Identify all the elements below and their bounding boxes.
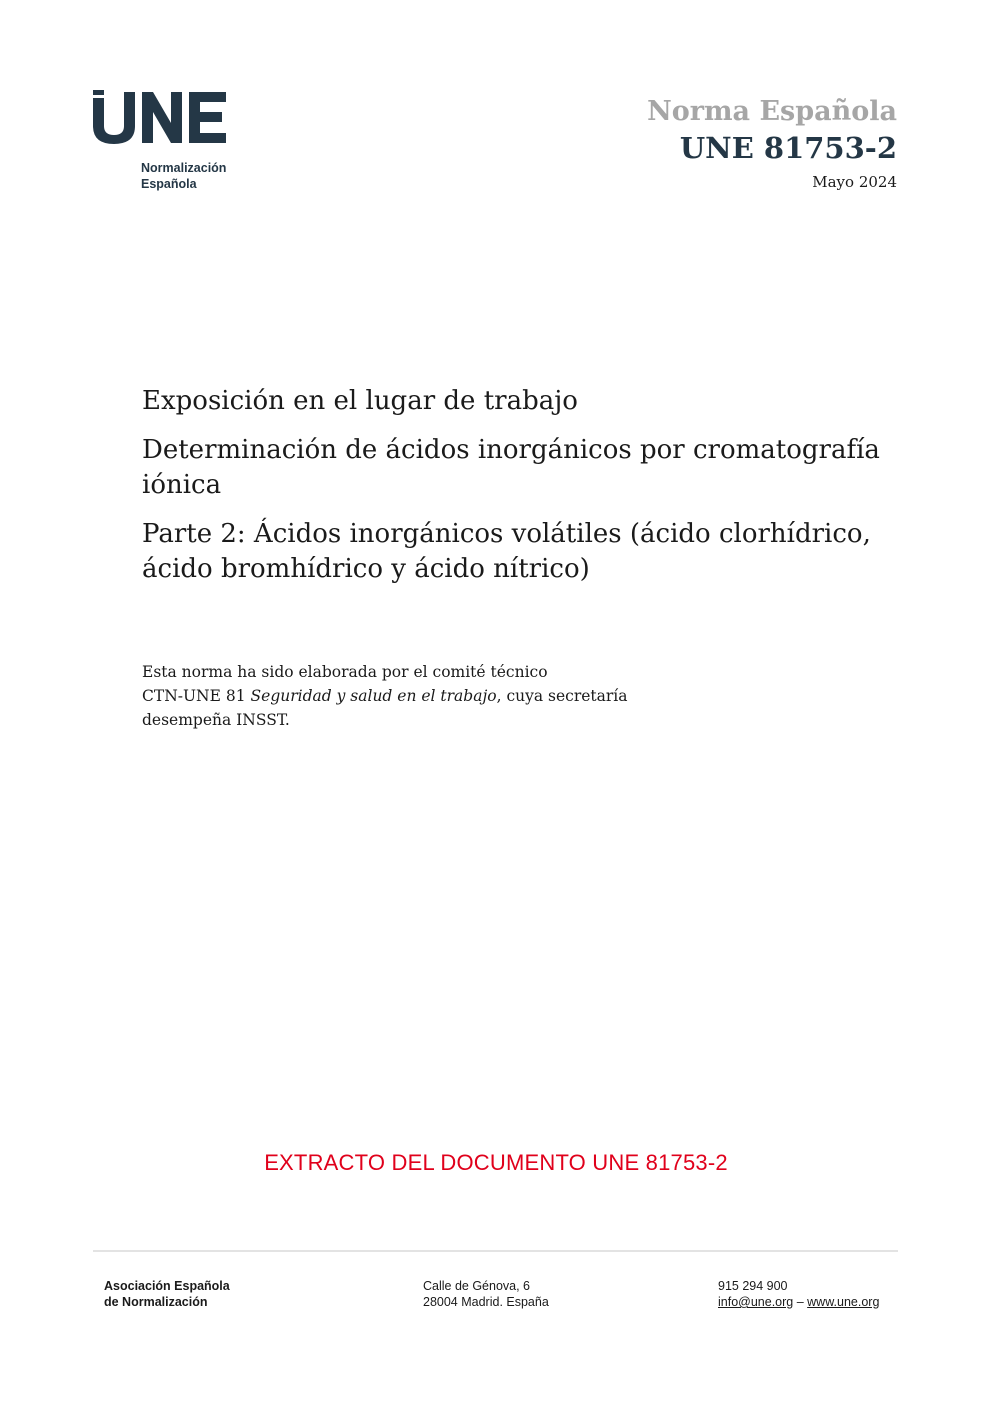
title-sub: Determinación de ácidos inorgánicos por cromatografía iónica: [142, 435, 880, 500]
title-part: Parte 2: Ácidos inorgánicos volátiles (ácido clorhídrico, ácido bromhídrico y ácido nítrico): [142, 519, 871, 584]
standard-header: [647, 95, 897, 193]
committee-statement: [142, 660, 702, 732]
committee-line1: Esta norma ha sido elaborada por el comité técnico: [142, 663, 548, 681]
standard-date: Mayo 2024: [812, 173, 897, 191]
website-link[interactable]: www.une.org: [807, 1295, 880, 1309]
une-logo-icon: [93, 90, 229, 146]
footer-contact: [718, 1278, 879, 1310]
email-link[interactable]: info@une.org: [718, 1295, 794, 1309]
logo-subtitle-line1: Normalización: [141, 161, 227, 175]
committee-name: Seguridad y salud en el trabajo: [250, 687, 497, 705]
une-logo: [93, 90, 253, 192]
committee-line2: [142, 684, 702, 708]
footer-address: [423, 1278, 549, 1310]
footer-organization: [104, 1278, 230, 1310]
extract-notice: EXTRACTO DEL DOCUMENTO UNE 81753-2: [264, 1150, 728, 1175]
footer-phone: 915 294 900: [718, 1279, 788, 1293]
footer-link-separator: –: [793, 1295, 808, 1309]
committee-code: CTN-UNE 81: [142, 687, 246, 705]
footer-address-line1: Calle de Génova, 6: [423, 1279, 531, 1293]
title-main: Exposición en el lugar de trabajo: [142, 386, 578, 416]
footer-org-line2: de Normalización: [104, 1295, 208, 1309]
standard-code: UNE 81753-2: [679, 131, 897, 165]
logo-subtitle: [141, 160, 253, 192]
logo-subtitle-line2: Española: [141, 177, 197, 191]
footer-links: [718, 1294, 879, 1310]
footer-divider: [93, 1250, 898, 1252]
standard-label: Norma Española: [647, 96, 897, 127]
footer-org-line1: Asociación Española: [104, 1279, 230, 1293]
document-titles: [142, 384, 882, 601]
footer-address-line2: 28004 Madrid. España: [423, 1295, 549, 1309]
committee-secretariat: , cuya secretaría: [496, 687, 628, 705]
committee-line3: desempeña INSST.: [142, 711, 290, 729]
